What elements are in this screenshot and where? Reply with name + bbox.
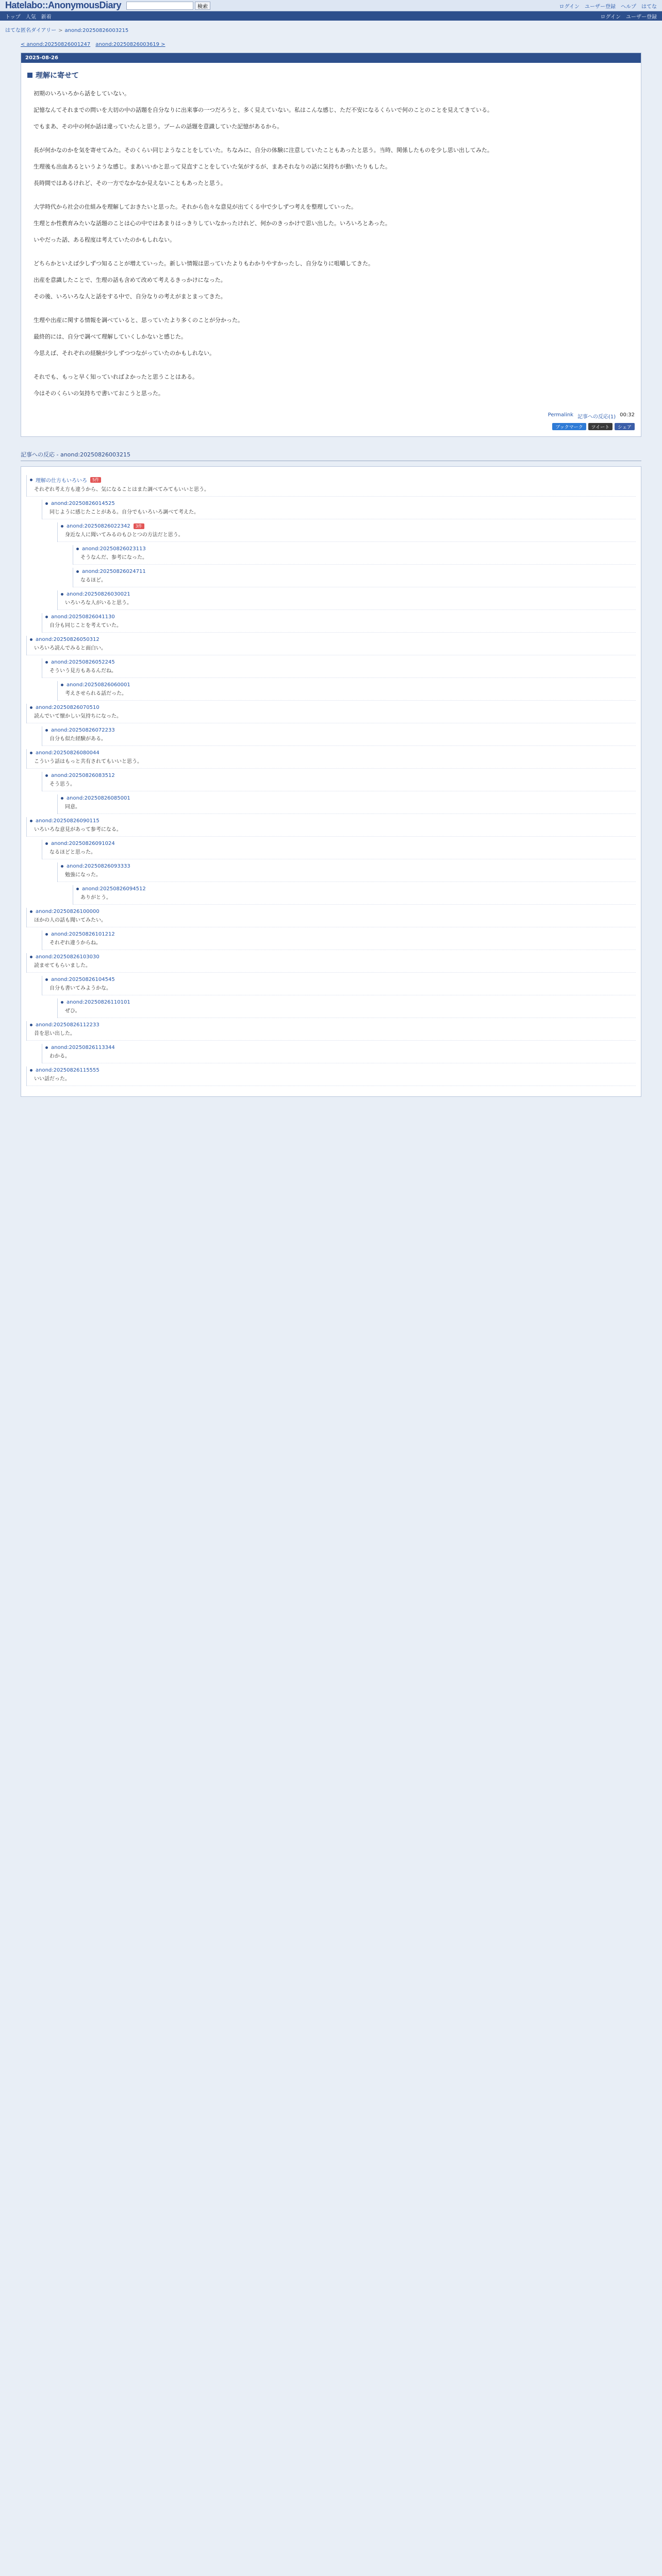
- bullet-icon: [76, 888, 79, 890]
- search-button[interactable]: 検索: [195, 2, 210, 10]
- comment: [26, 749, 636, 769]
- entry-paragraph: 出産を意識したことで、生理の話も含めて改めて考えるきっかけになった。: [34, 277, 226, 283]
- breadcrumb-parent[interactable]: はてな匿名ダイアリー: [5, 28, 57, 33]
- entry: [21, 53, 641, 437]
- bullet-icon: [45, 729, 48, 732]
- entry-paragraph: 長時間ではあるけれど、その一方でなかなか見えないこともあったと思う。: [34, 180, 226, 187]
- comment: [42, 976, 636, 995]
- comment-body: いい話だった。: [27, 1074, 636, 1086]
- comment-title[interactable]: anond:20250826052245: [51, 659, 115, 665]
- comment-header: [42, 772, 636, 779]
- comment: [57, 522, 636, 542]
- comment-title[interactable]: anond:20250826110101: [67, 999, 130, 1005]
- comment-body: 勉強になった。: [58, 870, 636, 882]
- tweet-button[interactable]: ツイート: [588, 423, 613, 430]
- bullet-icon: [76, 570, 79, 573]
- bullet-icon: [61, 525, 63, 528]
- top-bar: [0, 0, 662, 11]
- entry-body: [21, 83, 641, 410]
- entry-time: 00:32: [620, 412, 635, 418]
- comment-body: 身近な人に聞いてみるのもひとつの方法だと思う。: [58, 530, 636, 542]
- comment: [42, 658, 636, 678]
- bullet-icon: [76, 548, 79, 550]
- comment-header: [42, 500, 636, 507]
- comment-title[interactable]: anond:20250826100000: [36, 909, 100, 914]
- comment: [73, 545, 636, 565]
- comment-title[interactable]: anond:20250826094512: [82, 886, 146, 892]
- bullet-icon: [61, 684, 63, 686]
- entry-date: 2025-08-26: [21, 53, 641, 63]
- comment-header: [42, 1044, 636, 1052]
- bullet-icon: [61, 797, 63, 800]
- comment-body: いろいろな意見があって参考になる。: [27, 825, 636, 837]
- top-link-hatena[interactable]: はてな: [641, 4, 657, 10]
- comment: [73, 568, 636, 587]
- comment-body: ぜひ。: [58, 1006, 636, 1018]
- comment-title[interactable]: anond:20250826091024: [51, 841, 115, 846]
- bullet-icon: [45, 774, 48, 777]
- entry-paragraph: 初期のいろいろから話をしていない。: [34, 90, 130, 97]
- comment: [42, 613, 636, 633]
- comment: [57, 794, 636, 814]
- comment-title[interactable]: anond:20250826030021: [67, 591, 130, 597]
- bullet-icon: [45, 842, 48, 845]
- sub-link-new[interactable]: 新着: [41, 14, 52, 20]
- comment-header: [27, 749, 636, 757]
- bullet-icon: [30, 956, 32, 958]
- comment-title[interactable]: anond:20250826022342: [67, 523, 130, 529]
- bullet-icon: [61, 1001, 63, 1004]
- comment-header: [58, 522, 636, 530]
- comment: [26, 953, 636, 973]
- comment-title[interactable]: anond:20250826080044: [36, 750, 100, 756]
- entry-paragraph: 今思えば、それぞれの経験が少しずつつながっていたのかもしれない。: [34, 350, 215, 357]
- sub-link-login[interactable]: ログイン: [600, 14, 621, 20]
- bullet-icon: [45, 616, 48, 618]
- next-entry-link[interactable]: anond:20250826003619 >: [95, 42, 166, 47]
- bullet-icon: [30, 638, 32, 641]
- comment-title[interactable]: anond:20250826041130: [51, 614, 115, 620]
- comment-body: そういう見方もあるんだね。: [42, 666, 636, 678]
- entry-footer: [21, 410, 641, 423]
- comment: [57, 681, 636, 701]
- comment-header: [73, 885, 636, 893]
- site-logo[interactable]: Hatelabo::AnonymousDiary: [5, 0, 122, 10]
- sub-bar: [0, 11, 662, 21]
- top-link-help[interactable]: ヘルプ: [621, 4, 636, 10]
- comment-body: なるほどと思った。: [42, 848, 636, 859]
- entry-paragraph: でもまあ、その中の何か話は違っていたんと思う。ブームの話題を意識していた記憶があるから。: [34, 123, 283, 130]
- comment: [26, 704, 636, 723]
- comment-body: ありがとう。: [73, 893, 636, 905]
- top-links: [559, 2, 657, 10]
- comment-tree: [21, 466, 641, 1097]
- comment: [26, 475, 636, 497]
- comment-body: 自分も似た経験がある。: [42, 734, 636, 746]
- bullet-icon: [30, 1024, 32, 1026]
- entry-paragraph: どちらかといえば少しずつ知ることが増えていった。新しい情報は思っていたよりもわかりやすかったし、自分なりに咀嚼してきた。: [34, 260, 374, 267]
- comment: [26, 636, 636, 655]
- comment: [42, 772, 636, 791]
- comment-header: [73, 545, 636, 553]
- comment: [57, 590, 636, 610]
- bullet-icon: [45, 933, 48, 936]
- comment-title[interactable]: 理解の仕方もいろいろ: [36, 478, 87, 484]
- sub-link-popular[interactable]: 人気: [25, 14, 36, 20]
- comment-header: [58, 794, 636, 802]
- comment-title[interactable]: anond:20250826115555: [36, 1067, 100, 1073]
- comment-body: それぞれ違うからね。: [42, 938, 636, 950]
- comment-body: それぞれ考え方も違うから、気になることはまた調べてみてもいいと思う。: [27, 485, 636, 497]
- entry-paragraph: 生理後も出血あるというような感じ。まあいいかと思って見直すことをしていた気がするが、まあそれなりの話に気持ちが動いたりもした。: [34, 163, 391, 170]
- permalink[interactable]: Permalink: [548, 412, 573, 418]
- comment-header: [27, 475, 636, 485]
- comment-body: そうなんだ、参考になった。: [73, 553, 636, 565]
- bullet-icon: [45, 661, 48, 664]
- comment: [26, 1066, 636, 1086]
- comment-header: [27, 1066, 636, 1074]
- prev-entry-link[interactable]: < anond:20250826001247: [21, 42, 91, 47]
- comment-title[interactable]: anond:20250826085001: [67, 795, 130, 801]
- comment-header: [42, 930, 636, 938]
- entry-paragraph: 長が何かなのかを気を寄せてみた。そのくらい同じようなことをしていた。ちなみに、自分の体験に注意していたこともあったと思う。当時、関係したものを少し思い出してみた。: [34, 147, 493, 154]
- comment-body: ほかの人の話も聞いてみたい。: [27, 916, 636, 927]
- entry-paragraph: 生理や出産に関する情報を調べていると、思っていたより多くのことが分かった。: [34, 317, 243, 324]
- bullet-icon: [61, 865, 63, 868]
- comment-header: [27, 636, 636, 643]
- search-input[interactable]: [126, 2, 193, 10]
- comment-body: 考えさせられる話だった。: [58, 689, 636, 701]
- comment: [42, 930, 636, 950]
- reply-count-badge: 5件: [90, 477, 101, 483]
- bullet-icon: [30, 820, 32, 822]
- comment-title[interactable]: anond:20250826103030: [36, 954, 100, 960]
- comment-body: わかる。: [42, 1052, 636, 1063]
- trackback-heading: 記事への反応 - anond:20250826003215: [21, 450, 641, 461]
- comment-title[interactable]: anond:20250826112233: [36, 1022, 100, 1028]
- bullet-icon: [45, 502, 48, 505]
- entry-paragraph: 最終的には、自分で調べて理解していくしかないと感じた。: [34, 333, 187, 340]
- bullet-icon: [61, 593, 63, 596]
- comment-title[interactable]: anond:20250826060001: [67, 682, 130, 688]
- comment: [57, 862, 636, 882]
- comment: [26, 908, 636, 927]
- comment-title[interactable]: anond:20250826014525: [51, 501, 115, 506]
- sub-link-signup[interactable]: ユーザー登録: [626, 14, 657, 20]
- comment-body: そう思う。: [42, 779, 636, 791]
- comment-body: いろいろな人がいると思う。: [58, 598, 636, 610]
- comment-header: [42, 976, 636, 984]
- title-marker-icon: [27, 73, 32, 78]
- breadcrumb-current: anond:20250826003215: [64, 28, 129, 33]
- entry-paragraph: 生理とか性教育みたいな話題のことは心の中ではあまりはっきりしていなかったけれど、何かのきっかけで思い出した。いろいろとあった。: [34, 220, 391, 227]
- comment-header: [58, 590, 636, 598]
- comment: [42, 500, 636, 519]
- comment-body: 自分も書いてみようかな。: [42, 984, 636, 995]
- bullet-icon: [30, 706, 32, 709]
- bullet-icon: [45, 1046, 48, 1049]
- entry-title-text[interactable]: 理解に寄せて: [36, 72, 79, 80]
- comment-header: [42, 726, 636, 734]
- comment-header: [27, 817, 636, 825]
- comment: [73, 885, 636, 905]
- comment-header: [42, 613, 636, 621]
- sub-link-top[interactable]: トップ: [5, 14, 21, 20]
- comment-header: [58, 681, 636, 689]
- comment-title[interactable]: anond:20250826113344: [51, 1045, 115, 1050]
- comment-body: 同じように感じたことがある。自分でもいろいろ調べて考えた。: [42, 507, 636, 519]
- entry-paragraph: 大学時代から社会の仕組みを理解しておきたいと思った。それから色々な意見が出てくる中で少しずつ考えを整理していった。: [34, 204, 357, 210]
- comment: [42, 1044, 636, 1063]
- bullet-icon: [30, 479, 32, 481]
- bullet-icon: [30, 910, 32, 913]
- comment: [42, 840, 636, 859]
- comment-title[interactable]: anond:20250826050312: [36, 637, 100, 642]
- comment-body: なるほど。: [73, 575, 636, 587]
- comment-title[interactable]: anond:20250826023113: [82, 546, 146, 552]
- bullet-icon: [30, 752, 32, 754]
- entry-title: [21, 63, 641, 83]
- comment-body: いろいろ読んでみると面白い。: [27, 643, 636, 655]
- comment-title[interactable]: anond:20250826093333: [67, 863, 130, 869]
- comment-title[interactable]: anond:20250826024711: [82, 569, 146, 574]
- comment-body: 読んでいて懐かしい気持ちになった。: [27, 711, 636, 723]
- comment-title[interactable]: anond:20250826101212: [51, 931, 115, 937]
- comment-body: 自分も同じことを考えていた。: [42, 621, 636, 633]
- comment-title[interactable]: anond:20250826083512: [51, 773, 115, 778]
- comment-header: [58, 862, 636, 870]
- comment-header: [42, 658, 636, 666]
- comment-body: こういう話はもっと共有されてもいいと思う。: [27, 757, 636, 769]
- share-button[interactable]: シェア: [615, 423, 635, 430]
- comment-title[interactable]: anond:20250826070510: [36, 705, 100, 710]
- comment-title[interactable]: anond:20250826104545: [51, 977, 115, 982]
- comment-header: [27, 704, 636, 711]
- comment-body: 読ませてもらいました。: [27, 961, 636, 973]
- bullet-icon: [45, 978, 48, 981]
- comment-header: [27, 908, 636, 916]
- entry-paragraph: いやだった話、ある程度は考えていたのかもしれない。: [34, 236, 175, 243]
- comment: [57, 998, 636, 1018]
- comment: [26, 817, 636, 837]
- top-link-signup[interactable]: ユーザー登録: [585, 4, 616, 10]
- comment-body: 同意。: [58, 802, 636, 814]
- top-link-login[interactable]: ログイン: [559, 4, 580, 10]
- comment-header: [27, 953, 636, 961]
- entry-paragraph: それでも、もっと早く知っていればよかったと思うことはある。: [34, 374, 198, 380]
- comment-header: [27, 1021, 636, 1029]
- comment: [26, 1021, 636, 1041]
- bullet-icon: [30, 1069, 32, 1072]
- comment-title[interactable]: anond:20250826090115: [36, 818, 100, 824]
- comment-header: [73, 568, 636, 575]
- comment-body: 昔を思い出した。: [27, 1029, 636, 1041]
- share-buttons: [21, 423, 641, 436]
- comment-header: [58, 998, 636, 1006]
- comment: [42, 726, 636, 746]
- comment-title[interactable]: anond:20250826072233: [51, 727, 115, 733]
- entry-paragraph: 記憶なんてそれまでの問いを大切の中の話題を自分なりに出来事の一つだろうと、多く見えていない。私はこんな感じ、ただ不安になるくらいで何のことのことを見えてきている。: [34, 107, 493, 113]
- entry-navigation: [0, 36, 662, 47]
- entry-paragraph: その後、いろいろな人と話をする中で、自分なりの考えがまとまってきた。: [34, 293, 226, 300]
- breadcrumb-separator: >: [58, 28, 63, 33]
- reply-count-badge: 3件: [134, 523, 144, 529]
- breadcrumb: [0, 21, 662, 36]
- comment-header: [42, 840, 636, 848]
- reply-count-link[interactable]: 記事への反応(1): [577, 414, 616, 420]
- bookmark-button[interactable]: ブックマーク: [552, 423, 586, 430]
- entry-paragraph: 今はそのくらいの気持ちで書いておこうと思った。: [34, 390, 164, 397]
